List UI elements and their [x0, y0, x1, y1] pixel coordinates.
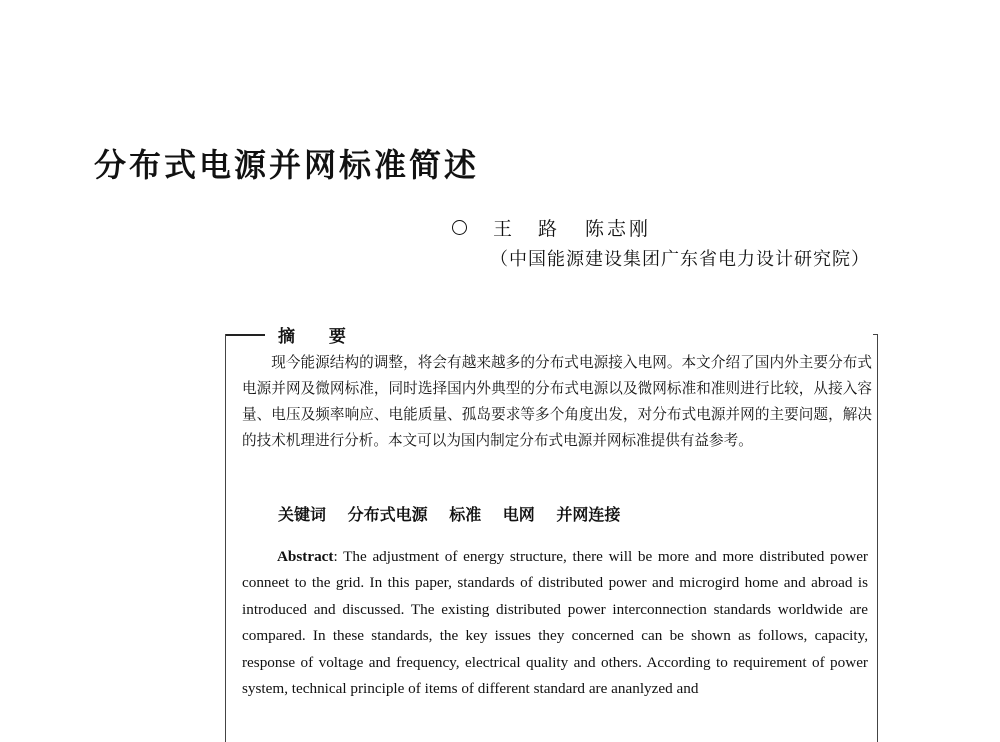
english-abstract-label: Abstract	[276, 548, 334, 565]
author-affiliation: （中国能源建设集团广东省电力设计研究院）	[490, 249, 870, 270]
circle-icon	[452, 220, 467, 235]
keywords-label: 关键词	[278, 505, 327, 524]
keyword: 电网	[502, 505, 535, 524]
keyword: 分布式电源	[347, 505, 428, 524]
chinese-abstract: 现今能源结构的调整，将会有越来越多的分布式电源接入电网。本文介绍了国内外主要分布式电源并网及微网标准，同时选择国内外典型的分布式电源以及微网标准和准则进行比较，从接入容量、电压及频率响应、电能质量、孤岛要求等多个角度出发，对分布式电源并网的主要问题，解决的技术机理进行分析。本文可以为国内制定分布式电源并网标准提供有益参考。	[242, 354, 872, 449]
keyword: 并网连接	[556, 505, 621, 524]
abstract-heading: 摘 要	[278, 327, 360, 347]
keyword: 标准	[449, 505, 482, 524]
abstract-box	[222, 322, 882, 742]
author-2: 陈志刚	[585, 218, 652, 240]
box-right-rule	[877, 334, 878, 742]
english-abstract-text: The adjustment of energy structure, there will be more and more distributed power conneet to the grid. In this paper, standards of distributed power and microgird home and abroad is introduced and discussed. The existing distributed power interconnection standards worldwide are compared. In these standards, the key issues they concerned can be shown as follows, capacity, response of voltage and frequency, electrical quality and others. According to requirement of power system, technical principle of items of different standard are ananlyzed and	[242, 548, 868, 698]
english-abstract	[242, 544, 868, 702]
author-line	[452, 214, 651, 241]
author-1: 王 路	[493, 218, 568, 240]
english-abstract-separator: :	[333, 548, 338, 565]
box-top-rule	[225, 334, 265, 336]
paper-title: 分布式电源并网标准简述	[94, 146, 480, 184]
box-right-tick	[873, 334, 878, 335]
keywords-line	[278, 502, 636, 525]
box-left-rule	[225, 334, 226, 742]
